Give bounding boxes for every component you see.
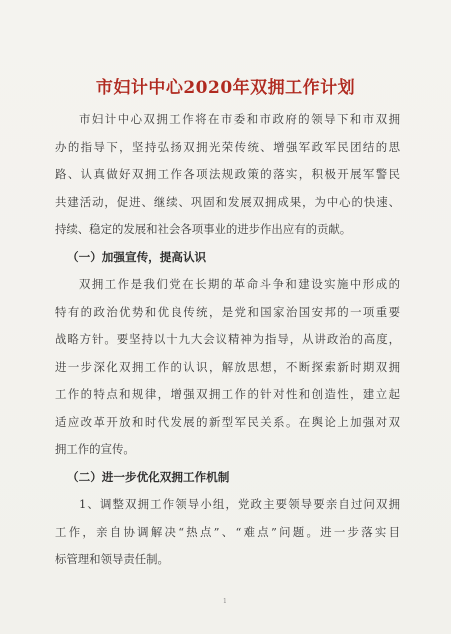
section1-line: 进一步深化双拥工作的认识，解放思想，不断探索新时期双拥 <box>55 359 400 374</box>
document-title: 市妇计中心2020年双拥工作计划 <box>95 78 356 98</box>
section2-line: 1、调整双拥工作领导小组，党政主要领导要亲自过问双拥 <box>79 497 400 511</box>
section1-line: 双拥工作是我们党在长期的革命斗争和建设实施中形成的 <box>79 277 400 291</box>
section2-line: 标管理和领导责任制。 <box>55 552 169 566</box>
section-heading-1: （一）加强宣传，提高认识 <box>67 249 207 264</box>
section1-line: 适应改革开放和时代发展的新型军民关系。在舆论上加强对双 <box>55 414 400 429</box>
section1-line: 战略方针。要坚持以十九大会议精神为指导，从讲政治的高度， <box>55 332 400 346</box>
section1-line: 工作的特点和规律，增强双拥工作的针对性和创造性，建立起 <box>55 387 400 401</box>
intro-line: 共建活动，促进、继续、巩固和发展双拥成果，为中心的快速、 <box>55 194 400 209</box>
section1-line: 特有的政治优势和优良传统，是党和国家治国安邦的一项重要 <box>55 304 400 319</box>
page-number: 1 <box>223 598 227 605</box>
intro-line: 路、认真做好双拥工作各项法规政策的落实，积极开展军警民 <box>55 167 400 181</box>
section2-line: 工作，亲自协调解决“热点”、“难点”问题。进一步落实目 <box>55 524 400 539</box>
intro-line: 市妇计中心双拥工作将在市委和市政府的领导下和市双拥 <box>79 112 400 126</box>
section1-line: 拥工作的宣传。 <box>55 442 135 456</box>
section-heading-2: （二）进一步优化双拥工作机制 <box>67 469 230 484</box>
intro-line: 持续、稳定的发展和社会各项事业的进步作出应有的贡献。 <box>55 222 352 236</box>
document-body <box>55 106 400 574</box>
intro-line: 办的指导下，坚持弘扬双拥光荣传统、增强军政军民团结的思 <box>55 139 400 154</box>
